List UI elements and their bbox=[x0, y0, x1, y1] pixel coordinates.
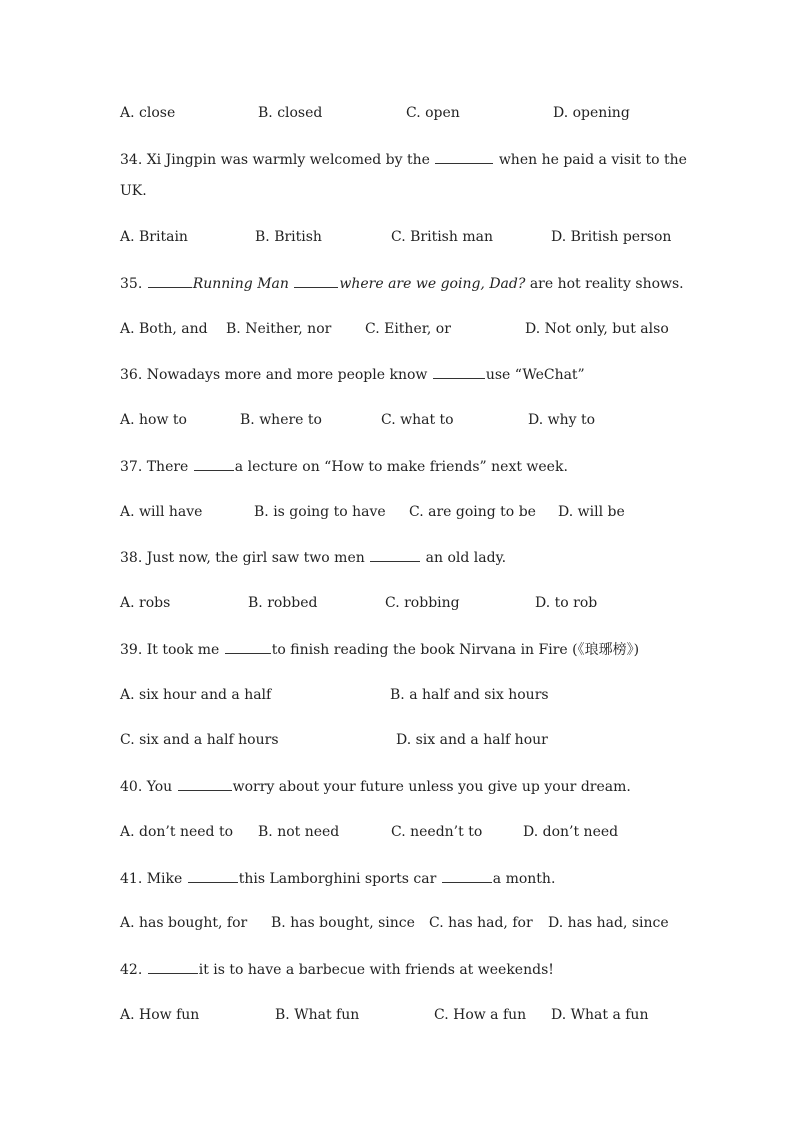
q33-option-c: C. open bbox=[406, 105, 460, 121]
q35-option-b: B. Neither, nor bbox=[226, 321, 332, 337]
q38-option-b: B. robbed bbox=[248, 595, 318, 611]
q40-option-b: B. not need bbox=[258, 824, 340, 840]
q38-text-2: an old lady. bbox=[425, 550, 507, 566]
q40-blank bbox=[178, 777, 232, 791]
q33-option-d: D. opening bbox=[553, 105, 630, 121]
q34-option-a: A. Britain bbox=[120, 229, 188, 245]
q40-option-c: C. needn’t to bbox=[391, 824, 483, 840]
q41-option-b: B. has bought, since bbox=[271, 915, 415, 931]
q42-option-d: D. What a fun bbox=[551, 1007, 649, 1023]
q37-text-1: 37. There bbox=[120, 459, 189, 475]
q36-question bbox=[120, 365, 585, 384]
q38-question bbox=[120, 548, 506, 567]
q37-question bbox=[120, 457, 568, 476]
q39-option-a: A. six hour and a half bbox=[120, 687, 272, 703]
q42-question bbox=[120, 960, 554, 979]
q42-option-a: A. How fun bbox=[120, 1007, 200, 1023]
q37-option-b: B. is going to have bbox=[254, 504, 386, 520]
q41-blank-1 bbox=[188, 869, 238, 883]
q39-option-c: C. six and a half hours bbox=[120, 732, 279, 748]
q40-option-d: D. don’t need bbox=[523, 824, 619, 840]
q36-option-d: D. why to bbox=[528, 412, 596, 428]
q41-text-3: a month. bbox=[492, 871, 556, 887]
q34-question-cont bbox=[120, 182, 147, 200]
q40-text-1: 40. You bbox=[120, 779, 173, 795]
q35-blank-2 bbox=[294, 274, 338, 288]
q35-title-1: Running Man bbox=[192, 276, 289, 292]
q41-text-1: 41. Mike bbox=[120, 871, 183, 887]
q41-option-c: C. has had, for bbox=[429, 915, 533, 931]
q35-tail: are hot reality shows. bbox=[529, 276, 684, 292]
q40-option-a: A. don’t need to bbox=[120, 824, 233, 840]
q38-option-c: C. robbing bbox=[385, 595, 460, 611]
q42-blank bbox=[148, 960, 198, 974]
q39-text-2: to finish reading the book Nirvana in Fire (《琅琊榜》) bbox=[271, 642, 640, 658]
q42-text-1: 42. bbox=[120, 962, 143, 978]
q35-title-2: where are we going, Dad? bbox=[339, 276, 526, 292]
q36-option-a: A. how to bbox=[120, 412, 187, 428]
q34-text-3: UK. bbox=[120, 183, 147, 199]
q35-blank-1 bbox=[148, 274, 192, 288]
q35-question bbox=[120, 274, 684, 293]
q39-question bbox=[120, 640, 639, 659]
q42-option-c: C. How a fun bbox=[434, 1007, 527, 1023]
q37-blank bbox=[194, 457, 234, 471]
q38-option-a: A. robs bbox=[120, 595, 171, 611]
q34-blank bbox=[435, 150, 493, 164]
q41-blank-2 bbox=[442, 869, 492, 883]
q41-text-2: this Lamborghini sports car bbox=[238, 871, 437, 887]
q33-option-a: A. close bbox=[120, 105, 176, 121]
q38-option-d: D. to rob bbox=[535, 595, 598, 611]
q35-option-d: D. Not only, but also bbox=[525, 321, 669, 337]
q39-option-b: B. a half and six hours bbox=[390, 687, 549, 703]
q36-option-b: B. where to bbox=[240, 412, 322, 428]
q38-blank bbox=[370, 548, 420, 562]
q37-option-c: C. are going to be bbox=[409, 504, 536, 520]
q35-option-c: C. Either, or bbox=[365, 321, 451, 337]
q38-text-1: 38. Just now, the girl saw two men bbox=[120, 550, 365, 566]
q37-text-2: a lecture on “How to make friends” next week. bbox=[234, 459, 568, 475]
q40-text-2: worry about your future unless you give up your dream. bbox=[232, 779, 631, 795]
q36-blank bbox=[433, 365, 485, 379]
q40-question bbox=[120, 777, 631, 796]
q39-text-1: 39. It took me bbox=[120, 642, 220, 658]
q34-option-b: B. British bbox=[255, 229, 322, 245]
q34-question bbox=[120, 150, 687, 169]
q39-option-d: D. six and a half hour bbox=[396, 732, 548, 748]
q37-option-d: D. will be bbox=[558, 504, 625, 520]
q41-option-a: A. has bought, for bbox=[120, 915, 248, 931]
q39-blank bbox=[225, 640, 271, 654]
q36-text-2: use “WeChat” bbox=[485, 367, 585, 383]
q34-text-1: 34. Xi Jingpin was warmly welcomed by the bbox=[120, 152, 430, 168]
q37-option-a: A. will have bbox=[120, 504, 203, 520]
q41-question bbox=[120, 869, 555, 888]
q35-number: 35. bbox=[120, 276, 143, 292]
q34-text-2: when he paid a visit to the bbox=[498, 152, 687, 168]
q36-option-c: C. what to bbox=[381, 412, 454, 428]
q41-option-d: D. has had, since bbox=[548, 915, 669, 931]
q33-option-b: B. closed bbox=[258, 105, 323, 121]
q42-option-b: B. What fun bbox=[275, 1007, 360, 1023]
q34-option-d: D. British person bbox=[551, 229, 672, 245]
q36-text-1: 36. Nowadays more and more people know bbox=[120, 367, 428, 383]
q42-text-2: it is to have a barbecue with friends at weekends! bbox=[198, 962, 554, 978]
q35-option-a: A. Both, and bbox=[120, 321, 208, 337]
q34-option-c: C. British man bbox=[391, 229, 493, 245]
